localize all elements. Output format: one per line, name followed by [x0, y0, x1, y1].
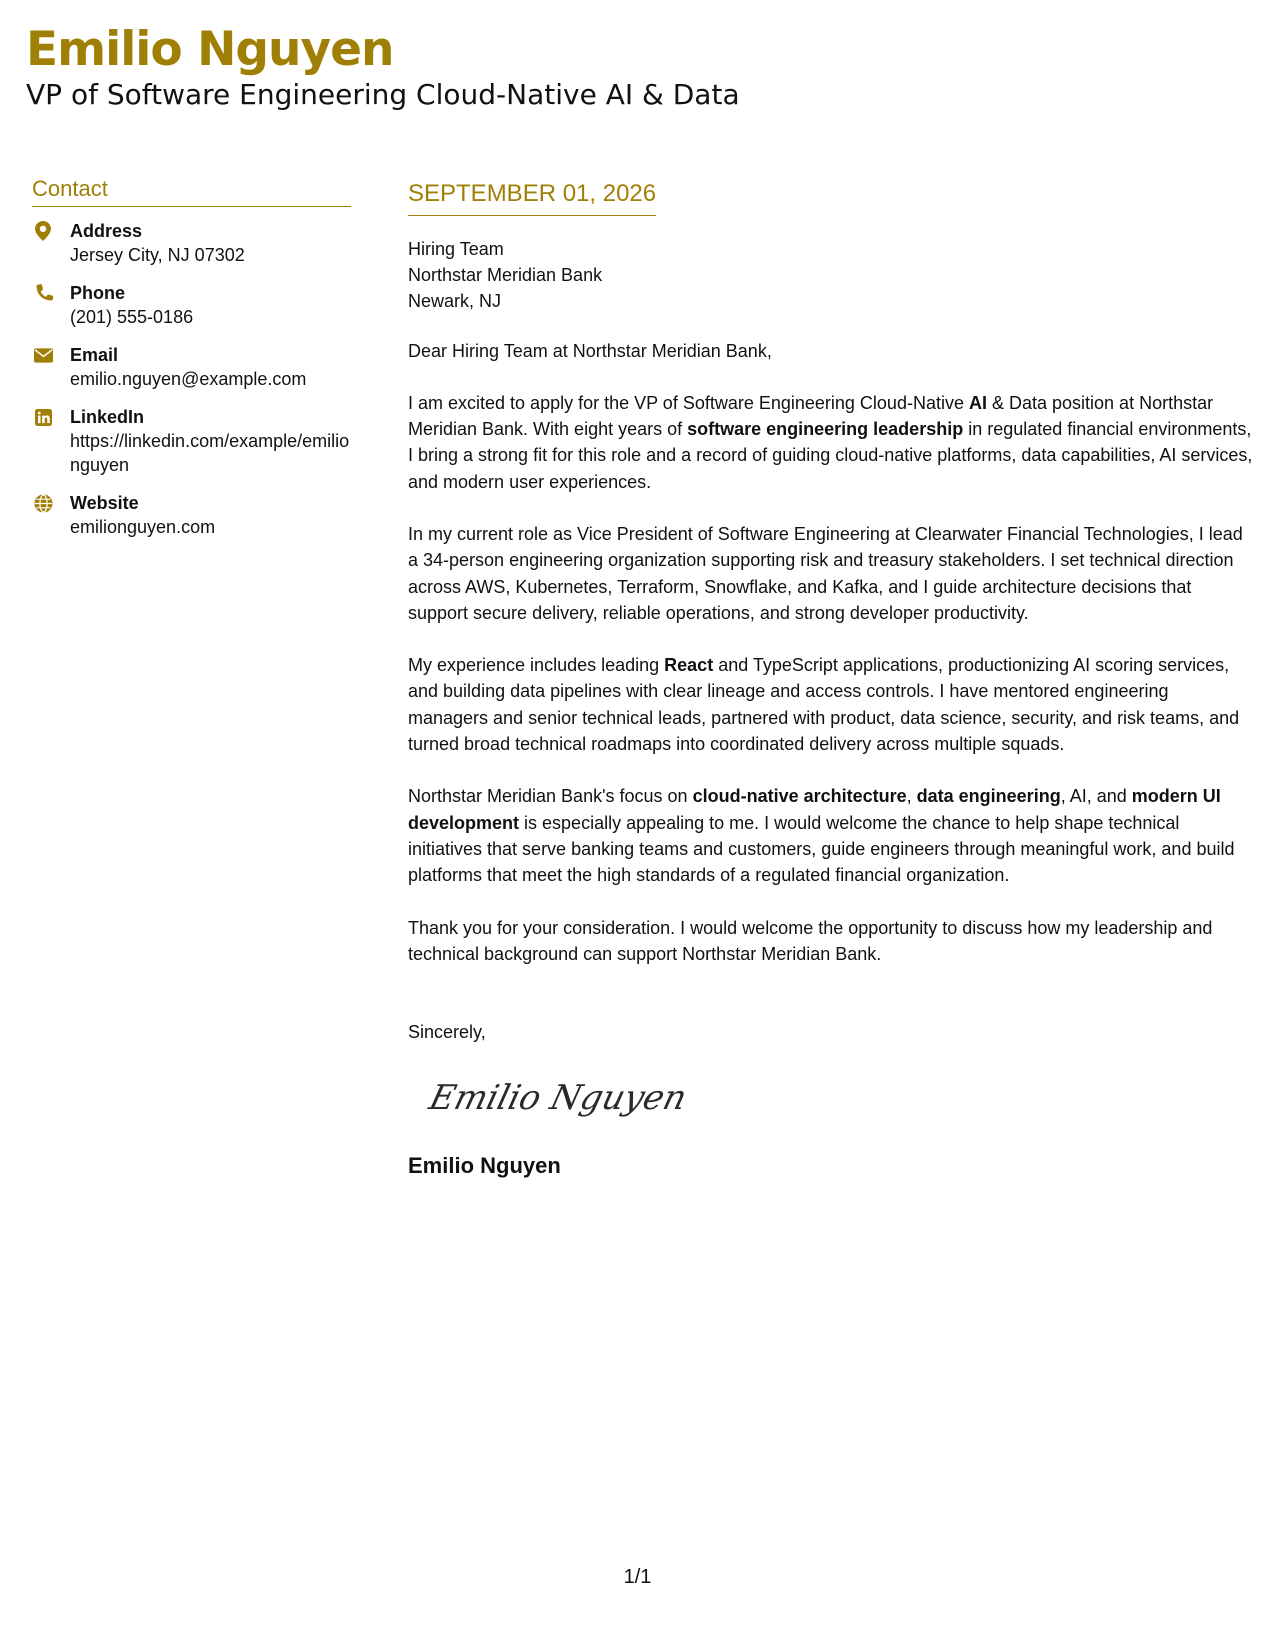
contact-label: Address [70, 221, 143, 242]
emphasis-text: software engineering leadership [687, 419, 964, 440]
emphasis-text: modern UI development [408, 786, 1221, 833]
sidebar-title: Contact [32, 176, 351, 207]
contact-email [32, 343, 351, 391]
linkedin-icon [32, 406, 54, 428]
signer-name: Emilio Nguyen [408, 1153, 561, 1179]
body-paragraph: In my current role as Vice President of Software Engineering at Clearwater Financial Technologies, I lead a 34-person engineering organization supporting risk and treasury stakeholders. I set technical direction across AWS, Kubernetes, Terraform, Snowflake, and Kafka, and I guide architecture decisions that support secure delivery, reliable operations, and strong developer productivity. [408, 523, 1243, 623]
page-number: 1/1 [623, 1566, 652, 1588]
emphasis-text: data engineering [916, 786, 1061, 807]
map-pin-icon [32, 220, 54, 242]
letter-date: SEPTEMBER 01, 2026 [408, 180, 656, 216]
svg-text:Emilio Nguyen: Emilio Nguyen [425, 1078, 691, 1119]
recipient-block [408, 236, 1253, 314]
recipient-line: Hiring Team [408, 238, 504, 259]
contact-label: Email [70, 345, 119, 366]
contact-value: emilionguyen.com [70, 517, 216, 538]
contact-phone [32, 281, 351, 329]
contact-website [32, 491, 351, 539]
letter-header [26, 24, 740, 111]
body-paragraph: My experience includes leading React and TypeScript applications, productionizing AI scoring services, and building data pipelines with clear lineage and access controls. I have mentored engineering managers and senior technical leads, partnered with product, data science, security, and risk teams, and turned broad technical roadmaps into coordinated delivery across multiple squads. [408, 655, 1240, 755]
contact-label: Phone [70, 283, 126, 304]
phone-icon [32, 282, 54, 304]
contact-label: Website [70, 493, 139, 514]
body-paragraph: Northstar Meridian Bank's focus on cloud-native architecture, data engineering, AI, and modern UI development is especially appealing to me. I would welcome the chance to help shape technical initiatives that serve banking teams and customers, guide engineers through meaningful work, and build platforms that meet the high standards of a regulated financial organization. [408, 786, 1235, 886]
envelope-icon [32, 344, 54, 366]
letter-body [408, 180, 1253, 1179]
emphasis-text: AI [968, 392, 987, 413]
closing: Sincerely, [408, 1022, 486, 1043]
body-paragraph: Thank you for your consideration. I would welcome the opportunity to discuss how my leadership and technical background can support Northstar Meridian Bank. [408, 917, 1213, 964]
contact-label: LinkedIn [70, 407, 145, 428]
body-paragraph: I am excited to apply for the VP of Software Engineering Cloud-Native AI & Data position at Northstar Meridian Bank. With eight years of software engineering leadership in regulated financial environments, I bring a strong fit for this role and a record of guiding cloud-native platforms, data capabilities, AI services, and modern user experiences. [408, 392, 1253, 492]
globe-icon [32, 492, 54, 514]
contact-value: emilio.nguyen@example.com [70, 369, 307, 390]
recipient-line: Newark, NJ [408, 290, 502, 311]
author-name: Emilio Nguyen [26, 22, 394, 77]
emphasis-text: cloud-native architecture [692, 786, 907, 807]
greeting: Dear Hiring Team at Northstar Meridian Bank, [408, 340, 772, 361]
job-title: VP of Software Engineering Cloud-Native AI & Data [26, 77, 740, 111]
contact-value: (201) 555-0186 [70, 307, 194, 328]
recipient-line: Northstar Meridian Bank [408, 264, 603, 285]
handwritten-signature [424, 1067, 1253, 1137]
contact-address [32, 219, 351, 267]
contact-linkedin [32, 405, 351, 477]
contact-sidebar [32, 176, 351, 553]
emphasis-text: React [664, 655, 714, 676]
contact-value: https://linkedin.com/example/emilionguyen [70, 431, 350, 476]
contact-value: Jersey City, NJ 07302 [70, 245, 245, 266]
